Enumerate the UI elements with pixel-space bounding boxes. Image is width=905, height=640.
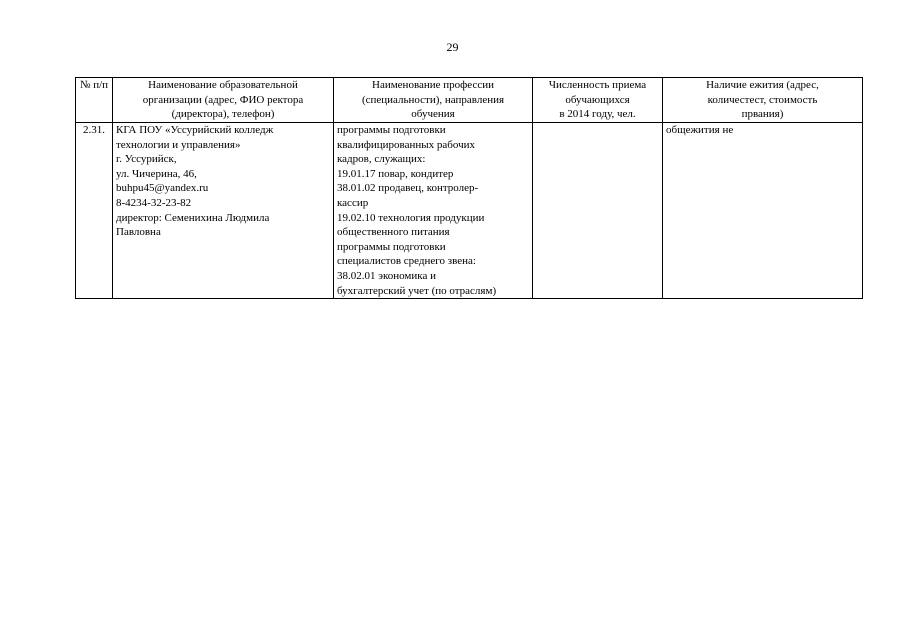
organization-line: ул. Чичерина, 46,: [116, 167, 197, 180]
institutions-table: [75, 77, 863, 299]
header-line: Наличие ежития (адрес,: [706, 79, 819, 91]
header-line: организации (адрес, ФИО ректора: [142, 93, 304, 106]
header-line: Наименование образовательной: [148, 79, 298, 91]
header-number-text: № п/п: [79, 79, 109, 91]
organization-line: г. Уссурийск,: [116, 153, 177, 166]
header-organization: [113, 78, 334, 123]
header-dormitory: [663, 78, 863, 123]
header-admission: [533, 78, 663, 123]
profession-line: 19.01.17 повар, кондитер: [337, 167, 454, 180]
profession-line: программы подготовки: [337, 240, 446, 253]
header-line: Численность приема: [548, 79, 647, 91]
header-number: [76, 78, 113, 123]
organization-email: buhpu45@yandex.ru: [116, 182, 209, 195]
header-line: (директора), телефон): [171, 108, 275, 121]
header-line: в 2014 году, чел.: [559, 108, 636, 121]
profession-cell: [334, 123, 533, 299]
header-profession: [334, 78, 533, 123]
profession-line: 38.01.02 продавец, контролер-: [337, 182, 479, 195]
header-line: количестест, стоимость: [707, 93, 818, 106]
profession-line: бухгалтерский учет (по отраслям): [337, 284, 497, 297]
dormitory-cell: общежития не: [663, 123, 863, 299]
profession-line: квалифицированных рабочих: [337, 138, 475, 151]
organization-phone: 8-4234-32-23-82: [116, 196, 192, 209]
table-row: [76, 123, 863, 299]
profession-line: 19.02.10 технология продукции: [337, 211, 485, 224]
header-line: Наименование профессии: [372, 79, 494, 91]
header-line: обучения: [411, 108, 455, 121]
organization-line: технологии и управления»: [116, 138, 241, 151]
organization-line: Павловна: [116, 226, 161, 239]
profession-line: 38.02.01 экономика и: [337, 269, 436, 282]
header-line: (специальности), направления: [361, 93, 505, 106]
table-header-row: [76, 78, 863, 123]
header-line: обучающихся: [565, 93, 630, 106]
row-number: 2.31.: [76, 123, 113, 299]
profession-line: кассир: [337, 196, 369, 209]
organization-line: директор: Семенихина Людмила: [116, 211, 270, 224]
profession-line: программы подготовки: [337, 124, 446, 136]
admission-cell: [533, 123, 663, 299]
profession-line: специалистов среднего звена:: [337, 255, 476, 268]
page-number: 29: [446, 40, 459, 54]
header-line: првания): [741, 108, 784, 121]
organization-cell: [113, 123, 334, 299]
profession-line: общественного питания: [337, 226, 450, 239]
organization-line: КГА ПОУ «Уссурийский колледж: [116, 124, 274, 136]
profession-line: кадров, служащих:: [337, 153, 426, 166]
